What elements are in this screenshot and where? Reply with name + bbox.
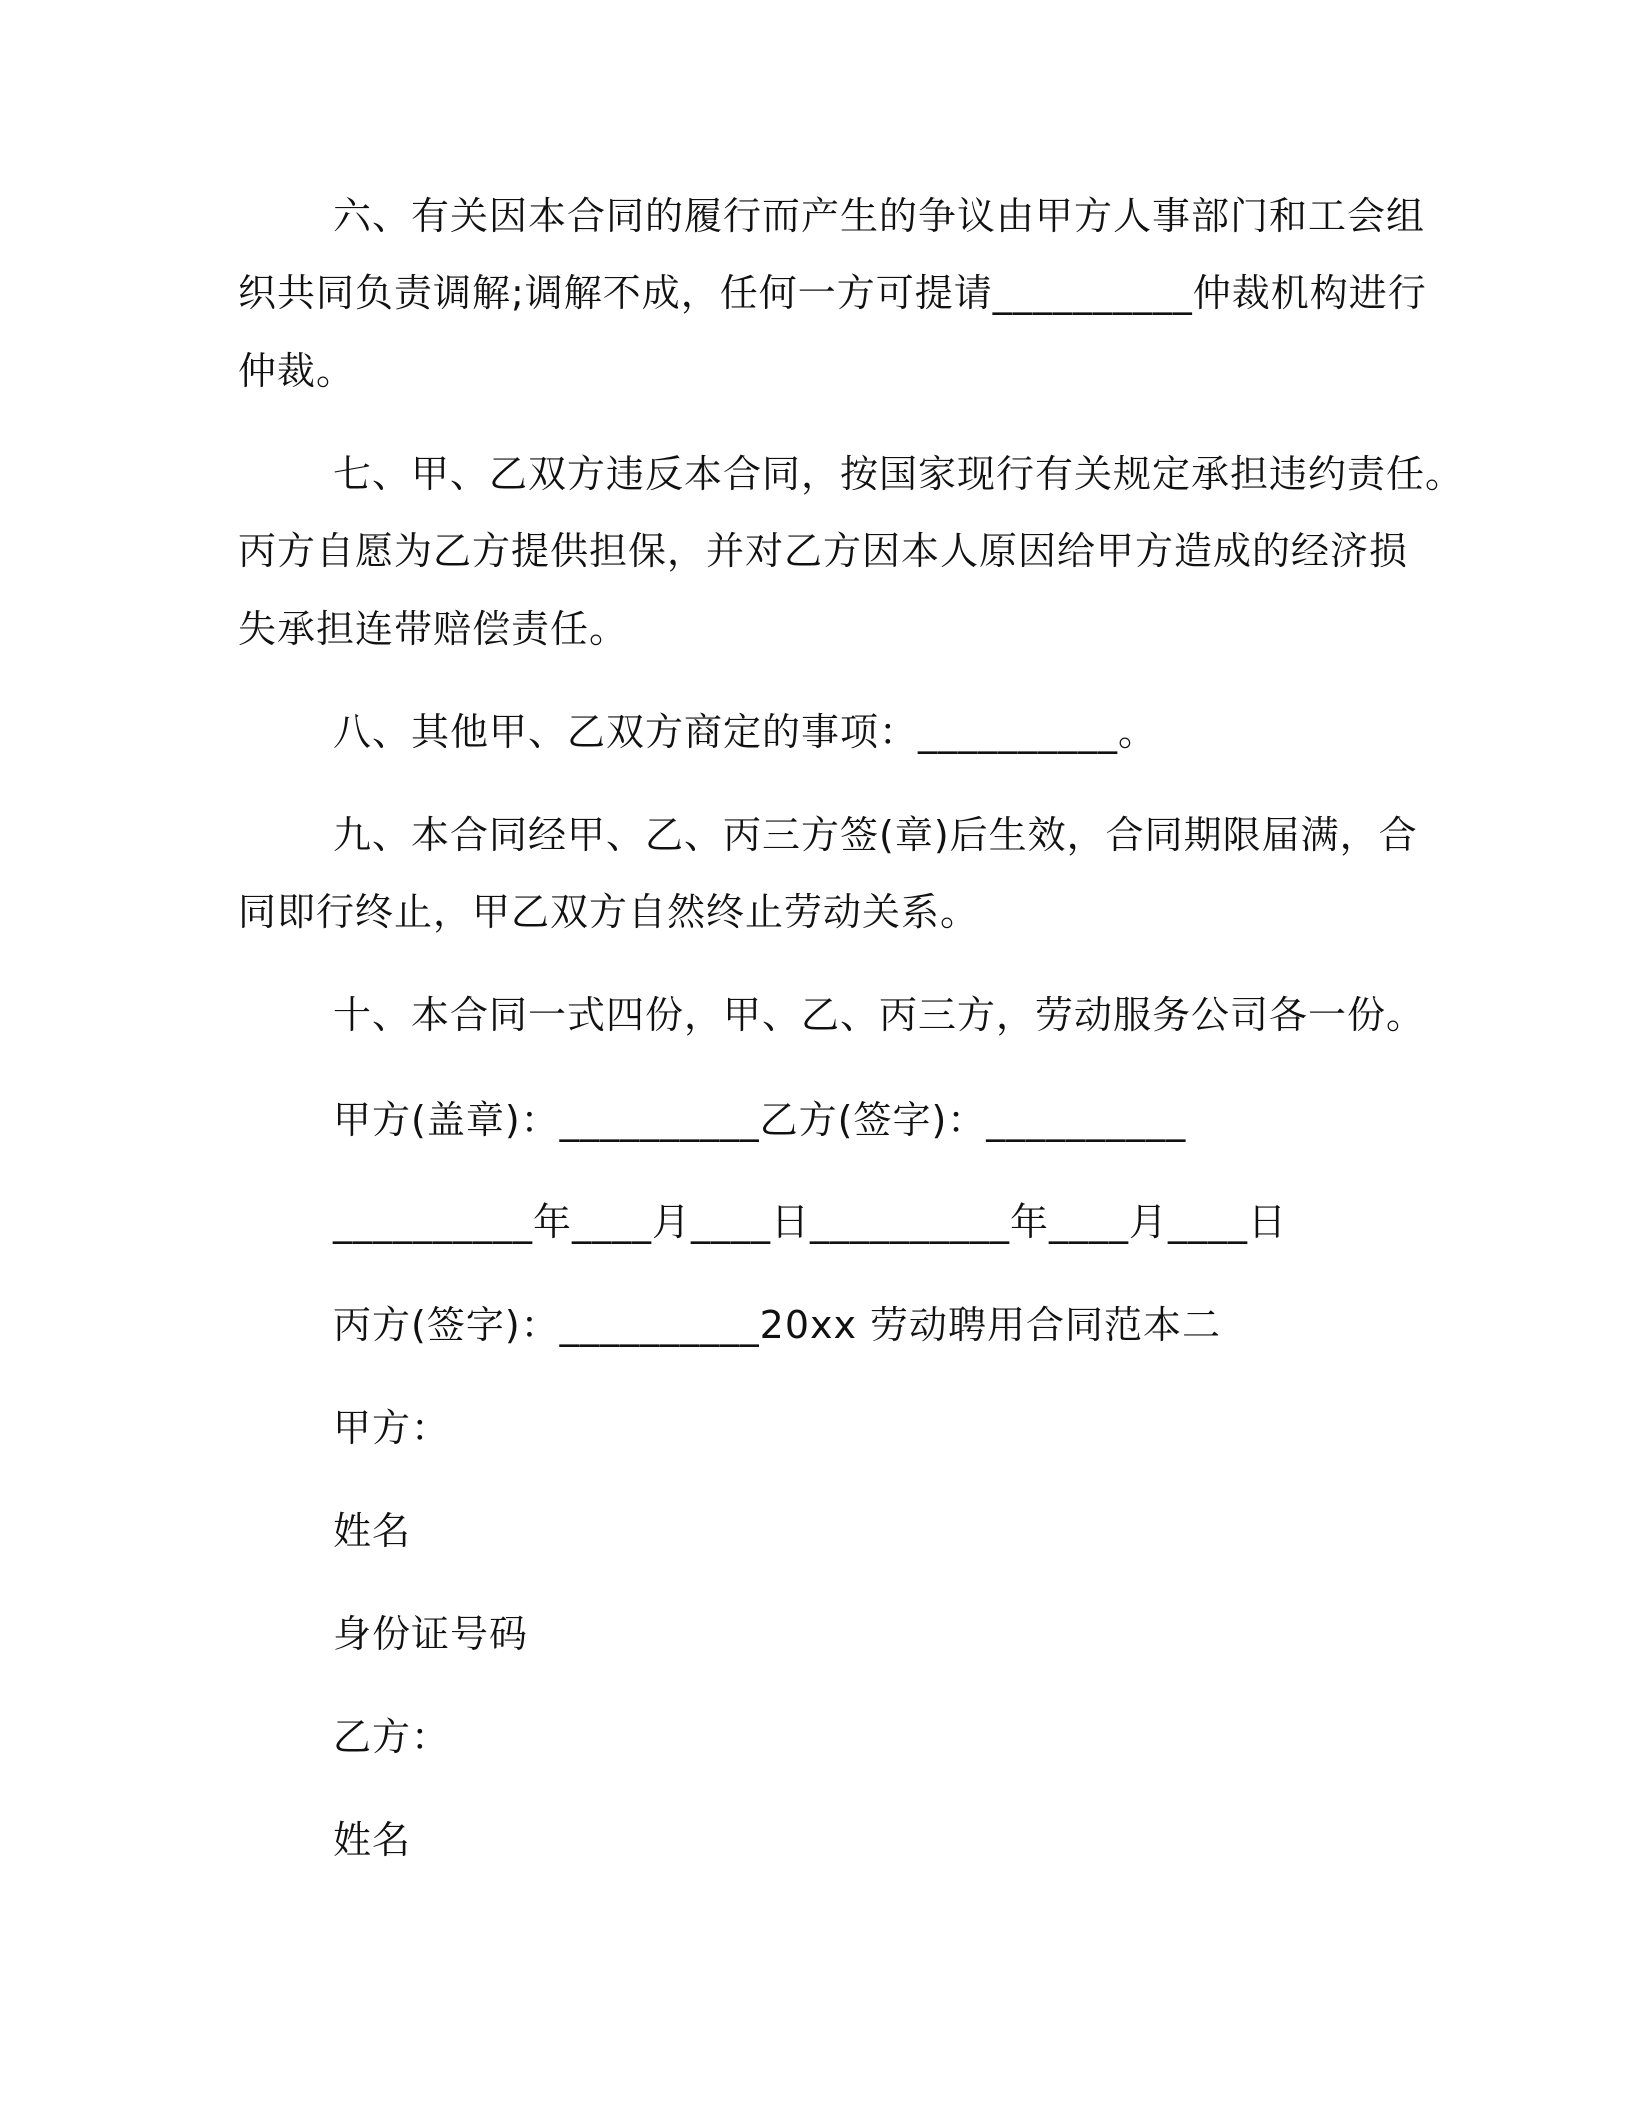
clause-7-line-2: 丙方自愿为乙方提供担保，并对乙方因本人原因给甲方造成的经济损 xyxy=(238,529,1409,573)
clause-9-line-1: 九、本合同经甲、乙、丙三方签(章)后生效，合同期限届满，合 xyxy=(333,813,1418,857)
clause-6-line-2: 织共同负责调解;调解不成，任何一方可提请__________仲裁机构进行 xyxy=(238,271,1427,315)
clause-6-line-1: 六、有关因本合同的履行而产生的争议由甲方人事部门和工会组 xyxy=(333,194,1426,238)
clause-10-line-1: 十、本合同一式四份，甲、乙、丙三方，劳动服务公司各一份。 xyxy=(333,993,1426,1037)
clause-7-line-1: 七、甲、乙双方违反本合同，按国家现行有关规定承担违约责任。 xyxy=(333,452,1465,496)
party-a-id-label: 身份证号码 xyxy=(333,1612,529,1656)
party-a-name-label: 姓名 xyxy=(333,1509,412,1553)
party-b-heading: 乙方： xyxy=(333,1715,451,1759)
signature-line-party-a-b: 甲方(盖章)：__________乙方(签字)：__________ xyxy=(333,1098,1187,1142)
clause-6-line-3: 仲裁。 xyxy=(238,349,356,393)
clause-8-line-1: 八、其他甲、乙双方商定的事项：__________。 xyxy=(333,710,1158,754)
party-a-heading: 甲方： xyxy=(333,1406,451,1450)
signature-line-party-c-and-title: 丙方(签字)：__________20xx 劳动聘用合同范本二 xyxy=(333,1303,1222,1347)
clause-7-line-3: 失承担连带赔偿责任。 xyxy=(238,607,629,651)
party-b-name-label: 姓名 xyxy=(333,1818,412,1862)
clause-9-line-2: 同即行终止，甲乙双方自然终止劳动关系。 xyxy=(238,890,980,934)
signature-date-line: __________年____月____日__________年____月____日 xyxy=(333,1200,1288,1244)
